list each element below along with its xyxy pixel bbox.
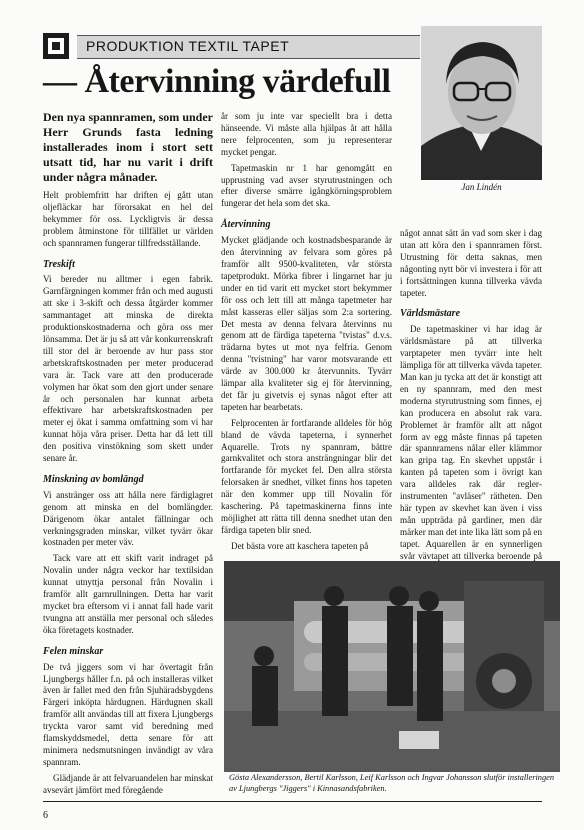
paragraph: Helt problemfritt har driften ej gått utan oljefläckar har förorsakat en hel del bekymmer för oss. Lyckligtvis är dessa problem åtminstone för tillfället ur världen och spannramen fungerar tillfredsställande. <box>43 190 213 248</box>
subheading: Världsmästare <box>400 308 461 320</box>
paragraph: Vi anstränger oss att hålla nere färdiglagret genom att minska en del bomlängder. Därigenom ökar antalet fällningar och verkningsgraden minskar, vilket tyvärr ökar kostnaden per meter väv. <box>43 489 213 548</box>
portrait-caption: Jan Lindén <box>461 182 502 192</box>
column-1 <box>43 190 213 801</box>
headline: — Återvinning värdefull <box>43 63 391 100</box>
subheading: Återvinning <box>221 219 271 231</box>
paragraph: Det bästa vore att kaschera tapeten på <box>231 540 369 551</box>
bottom-rule <box>43 801 542 802</box>
section-label: PRODUKTION TEXTIL TAPET <box>86 38 290 54</box>
paragraph: Vi bereder nu alltmer i egen fabrik. Garnfärgningen kommer från och med augusti att ske i 3-skift och dessa åtgärder kommer sammantaget att minska de direkta produktionskostnaderna och göra oss mer lönsamma. Det är ju så att vår konkurrenskraft till stor del är beroende av hur pass stor arbetskraftskostnaden per meter producerad vara är. Tack vare att den producerade volymen har ökat som den gjort under senare år och personalen har kunnat arbeta effektivare har arbetskraftskostnaden per meter ej ökat i samma omfattning som vi har kunnat höja våra priser. Detta har då lett till den positiva vinstökning som skett under senare år. <box>43 274 213 464</box>
subheading: Minskning av bomlängd <box>43 473 144 485</box>
lede: Den nya spannramen, som under Herr Grunds fasta ledning installerades inom i stort sett utsatt tid, har nu varit i drift under några månader. <box>43 110 213 184</box>
portrait-photo <box>421 26 542 180</box>
page-number: 6 <box>43 810 48 821</box>
paragraph: Tapetmaskin nr 1 har genomgått en upprustning vad avser styrutrustningen och efter diverse smärre igångkörningsproblem fungerar det hela som det ska. <box>221 162 392 209</box>
column-2 <box>221 111 392 557</box>
section-logo-icon <box>43 33 69 59</box>
paragraph: något annat sätt än vad som sker i dag utan att köra den i spannramen först. Utrustning för detta saknas, men någonting nytt bör vi investera i för att i fortsättningen kunna tillverka vävda tapeter. <box>400 228 542 298</box>
factory-photo <box>224 561 560 772</box>
paragraph: år som ju inte var speciellt bra i detta hänseende. Vi måste alla hjälpas åt att hålla nere felprocenten, som ju representerar mycket pengar. <box>221 111 392 157</box>
paragraph: Mycket glädjande och kostnadsbesparande är den återvinning av felvara som göres på framför allt 9500-kvaliteten, vår största tapetprodukt. Mörka fibrer i lingarnet har ju under en tid varit ett mycket stort bekymmer för oss och lett till att många tapetmeter har måst kasseras eller säljas som 2:a sortering. Det mesta av denna felvara återvinns nu genom att de färdiga tapeterna "tvistas" d.v.s. trädarna bytes ut mot nya felfria. Genom denna "tvistning" har varor motsvarande ett värde av 300.000 kr återvunnits. Tyvärr lämpar alla kvaliteter sig ej för återvinning, det får ju givetvis ej synas något efter att tapeten har bearbetats. <box>221 235 392 412</box>
paragraph: Glädjande är att felvaruandelen har minskat avsevärt jämfört med föregående <box>43 772 213 795</box>
paragraph: De två jiggers som vi har övertagit från Ljungbergs håller f.n. på och installeras vilket även är fallet med den från Sjuhäradsbygdens Färgeri inköpta härdugnen. Härdugnen skall framför allt användas till att fixera Ljungbergs tryckta varor samt vid beredning med flamskyddsmedel, detta senare för att minimera nedsmutsningen invändigt av våra spannram. <box>43 661 213 767</box>
subheading: Treskift <box>43 258 75 270</box>
paragraph: Felprocenten är fortfarande alldeles för hög bland de vävda tapeterna, i synnerhet Aquarelle. Trots ny spannram, bättre garnkvalitet och stora ansträngningar blir det fortfarande för mycket fel. Den allra största felorsaken är snedhet, vilket finns hos tapeten när den kommer upp till Novalin för kaschering. På tapetmaskinerna finns inte möjlighet att rätta till denna snedhet utan den färdiga tapeten blir sned. <box>221 417 392 535</box>
paragraph: De tapetmaskiner vi har idag är världsmästare på att tillverka varptapeter men tyvärr inte helt lämpliga för att tillverka vävda tapeter. Man kan ju tycka att det är konstigt att en ny spannram, med den mest moderna styrutrustning som finnes, ej kan producera en absolut rak vara. Problemet är framför allt att något form av egg måste finnas på tapeten där spannramens nålar eller klämmor kan gripa tag. En skevhet uppstår i kanten på tapeten som i övrigt kan vara alldeles rak där reglerinstrumenten "avläser" rätheten. Den här typen av skevhet kan även i viss mån uppträda på gardiner, men där märker man det inte lika lätt som på en tapet. Aquarellen är en synnerligen svår vävtapet att tillverka beroende på <box>400 324 542 561</box>
paragraph: Tack vare att ett skift varit indraget på Novalin under några veckor har textilsidan kunnat utnyttja personal från Novalin i framför allt garnrullningen. Detta har varit mycket bra eftersom vi i annat fall hade varit tvungna att anställa mer personal och således öka företagets kostnader. <box>43 553 213 635</box>
photo-caption: Gösta Alexandersson, Bertil Karlsson, Leif Karlsson och Ingvar Johansson slutför installeringen av Ljungbergs "Jiggers" i Kinnasandsfabriken. <box>229 773 555 793</box>
subheading: Felen minskar <box>43 645 104 657</box>
